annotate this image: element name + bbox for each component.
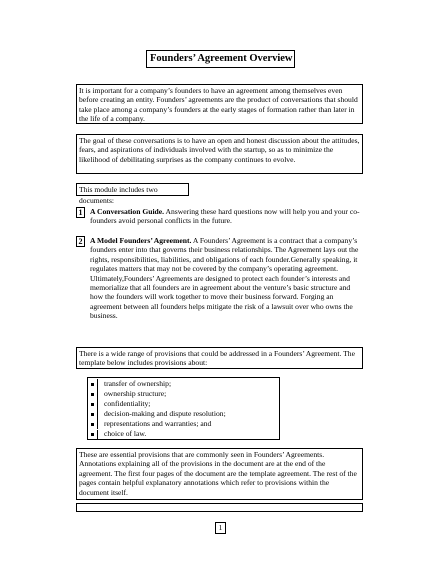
list-item [88,419,279,429]
list-item [88,429,279,439]
list-item [88,399,279,409]
bullet-icon [88,389,98,399]
list-item [88,389,279,399]
closing-paragraph: These are essential provisions that are commonly seen in Founders’ Agreements. Annotations explaining all of the provisions in the document are at the end of the agreement. The first four pages of the document are the template agreement. The rest of the pages contain helpful explanatory annotations which refer to provisions within the document itself. [76,448,363,500]
list-item [88,379,279,389]
bullet-icon [88,379,98,389]
bullet-icon [88,399,98,409]
empty-box-divider [76,503,363,512]
document-item-2-heading: A Model Founders’ Agreement. [90,236,192,245]
page-number: 1 [215,522,226,534]
provision-text: decision-making and dispute resolution; [104,409,226,419]
provision-text: choice of law. [104,429,147,439]
intro-paragraph: It is important for a company’s founders to have an agreement among themselves even before creating an entity. Founders’ agreements are the product of conversations that should take place among a company’s founders at the early stages of formation rather than later in the life of a company. [76,84,363,124]
provisions-list [87,377,280,440]
provision-text: representations and warranties; and [104,419,212,429]
document-item-1-heading: A Conversation Guide. [90,207,165,216]
modules-intro: This module includes two documents: [76,183,189,196]
document-item-2 [90,236,365,321]
document-item-1-text: Answering these hard questions now will help you and your co-founders avoid personal conflicts in the future. [90,207,360,226]
bullet-icon [88,419,98,429]
provision-text: transfer of ownership; [104,379,172,388]
goal-paragraph: The goal of these conversations is to have an open and honest discussion about the attitudes, fears, and aspirations of individuals involved with the startup, so as to minimize the likelihood of debilitating surprises as the company continues to evolve. [76,134,363,174]
provisions-intro-paragraph: There is a wide range of provisions that could be addressed in a Founders’ Agreement. The template below includes provisions about: [76,347,363,369]
document-title: Founders’ Agreement Overview [146,50,295,68]
document-item-1 [90,207,365,226]
document-item-2-text: A Founders’ Agreement is a contract that a company’s founders enter into that governs their business relationships. The Agreement lays out the rights, responsibilities, liabilities, and obligations of each founder.Generally speaking, it regulates matters that may not be covered by the company’s operating agreement. Ultimately,Founders’ Agreements are designed to protect each founder’s interests and memorialize that all founders are in agreement about the venture’s basic structure and how the founders will work together to move their business forward. Forging an agreement between all founders helps mitigate the risk of a lawsuit over who owns the business. [90,236,359,321]
list-item [88,409,279,419]
document-number-2: 2 [76,236,85,247]
provision-text: ownership structure; [104,389,167,399]
bullet-icon [88,430,98,440]
provision-text: confidentiality; [104,399,151,409]
bullet-icon [88,409,98,419]
document-number-1: 1 [76,207,85,218]
